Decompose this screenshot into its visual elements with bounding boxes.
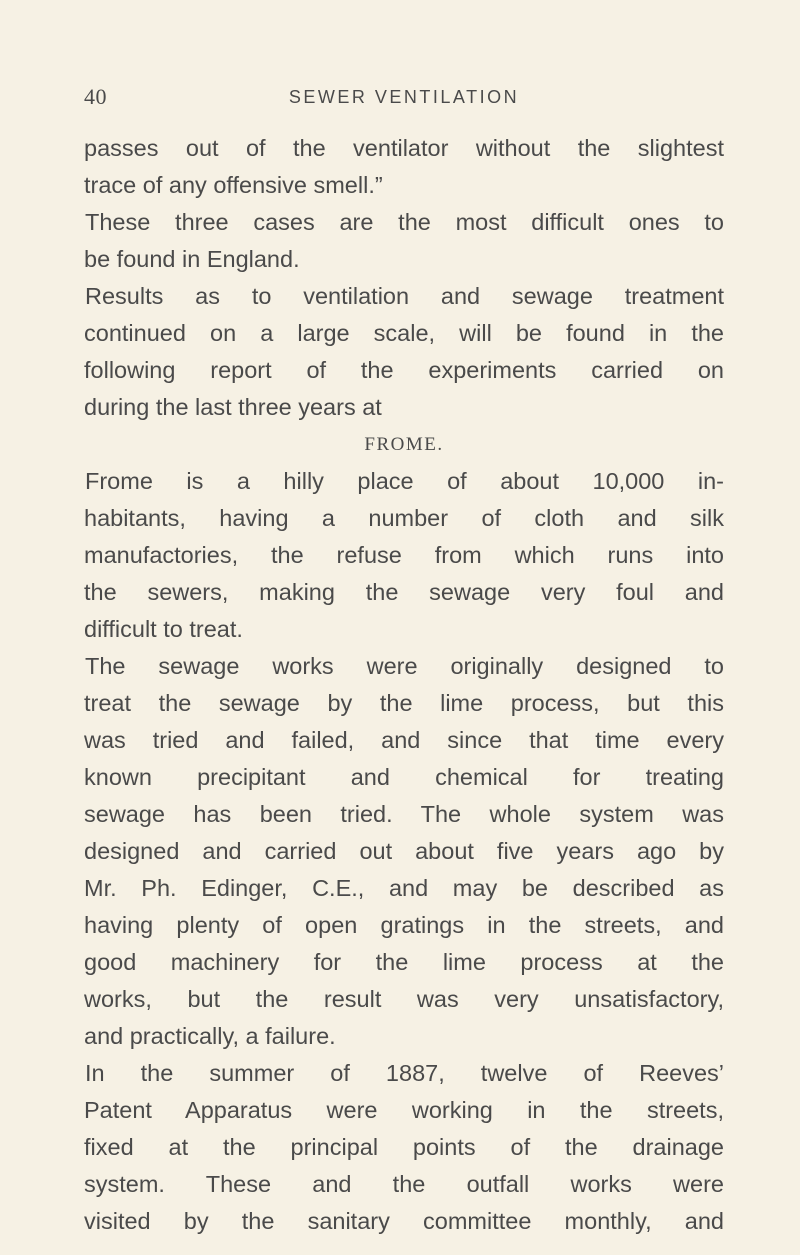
text-line: visited by the sanitary committee monthly, and bbox=[84, 1208, 724, 1234]
text-line: Mr. Ph. Edinger, C.E., and may be described as bbox=[84, 875, 724, 901]
text-line: designed and carried out about five years ago by bbox=[84, 838, 724, 864]
text-line: during the last three years at bbox=[84, 394, 382, 420]
text-line: fixed at the principal points of the drainage bbox=[84, 1134, 724, 1160]
text-line: be found in England. bbox=[84, 246, 300, 272]
body-text bbox=[84, 130, 724, 1240]
text-line: sewage has been tried. The whole system was bbox=[84, 801, 724, 827]
text-line: having plenty of open gratings in the streets, and bbox=[84, 912, 724, 938]
text-line: In the summer of 1887, twelve of Reeves’ bbox=[85, 1060, 724, 1086]
text-line: system. These and the outfall works were bbox=[84, 1171, 724, 1197]
text-line: difficult to treat. bbox=[84, 616, 243, 642]
text-line: trace of any offensive smell.” bbox=[84, 172, 383, 198]
text-line: Results as to ventilation and sewage treatment bbox=[85, 283, 724, 309]
text-line: continued on a large scale, will be found in the bbox=[84, 320, 724, 346]
text-line: habitants, having a number of cloth and silk bbox=[84, 505, 724, 531]
text-line: following report of the experiments carried on bbox=[84, 357, 724, 383]
text-line: known precipitant and chemical for treating bbox=[84, 764, 724, 790]
text-line: was tried and failed, and since that time every bbox=[84, 727, 724, 753]
text-line: passes out of the ventilator without the slightest bbox=[84, 135, 724, 161]
page-number: 40 bbox=[84, 84, 107, 109]
text-line: manufactories, the refuse from which runs into bbox=[84, 542, 724, 568]
running-head: SEWER VENTILATION bbox=[288, 87, 520, 107]
page-header bbox=[84, 84, 724, 114]
text-line: and practically, a failure. bbox=[84, 1023, 336, 1049]
text-line: good machinery for the lime process at the bbox=[84, 949, 724, 975]
text-line: Patent Apparatus were working in the streets, bbox=[84, 1097, 724, 1123]
text-line: Frome is a hilly place of about 10,000 in- bbox=[85, 468, 724, 494]
text-line: works, but the result was very unsatisfactory, bbox=[84, 986, 724, 1012]
text-line: These three cases are the most difficult ones to bbox=[85, 209, 724, 235]
text-line: The sewage works were originally designed to bbox=[85, 653, 724, 679]
text-line: the sewers, making the sewage very foul and bbox=[84, 579, 724, 605]
text-line: treat the sewage by the lime process, but this bbox=[84, 690, 724, 716]
section-heading: FROME. bbox=[364, 434, 444, 455]
